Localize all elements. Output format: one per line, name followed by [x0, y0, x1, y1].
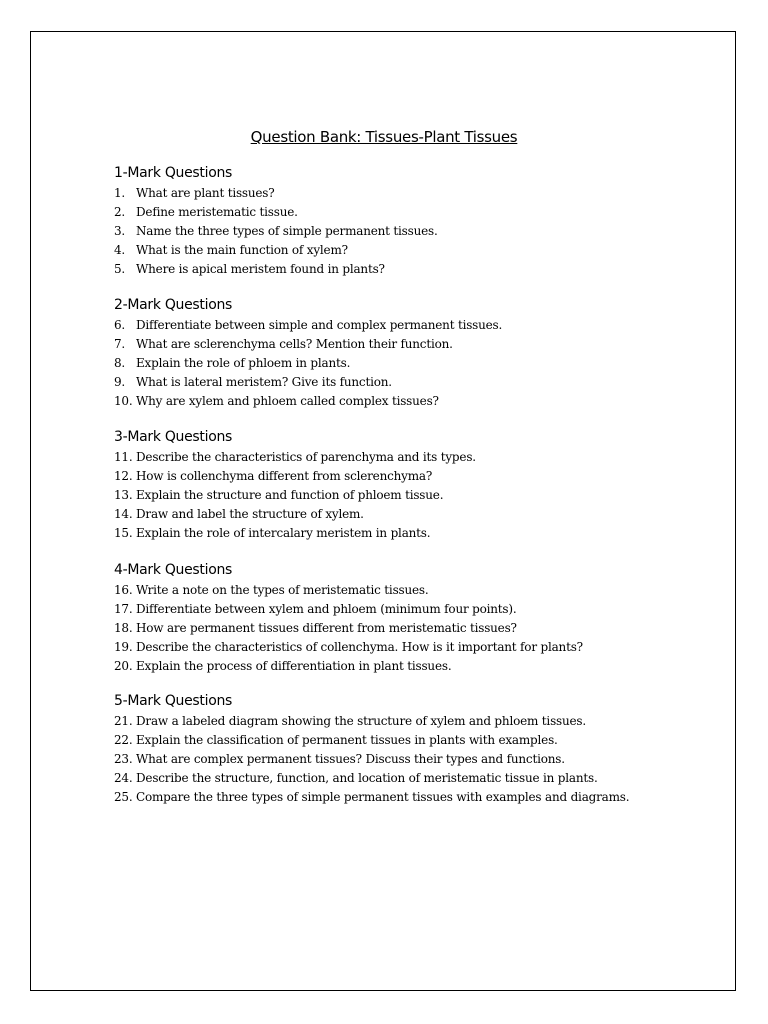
question-number: 12.: [114, 469, 133, 483]
question-text: Where is apical meristem found in plants?: [136, 262, 385, 276]
section-heading: 1-Mark Questions: [114, 165, 233, 181]
question-number: 3.: [114, 224, 126, 238]
question-item: [114, 392, 714, 411]
section-3-mark: [114, 426, 714, 543]
question-number: 18.: [114, 621, 133, 635]
question-item: [114, 712, 714, 731]
question-text: Explain the classification of permanent tissues in plants with examples.: [136, 733, 558, 747]
question-number: 19.: [114, 640, 133, 654]
question-item: [114, 467, 714, 486]
question-list: [114, 712, 714, 807]
question-number: 15.: [114, 526, 133, 540]
question-item: [114, 335, 714, 354]
question-list: [114, 316, 714, 411]
question-number: 16.: [114, 583, 133, 597]
question-item: [114, 316, 714, 335]
question-number: 24.: [114, 771, 133, 785]
question-item: [114, 581, 714, 600]
question-list: [114, 581, 714, 676]
question-number: 21.: [114, 714, 133, 728]
question-text: Compare the three types of simple permanent tissues with examples and diagrams.: [136, 790, 630, 804]
question-item: [114, 731, 714, 750]
question-number: 1.: [114, 186, 126, 200]
question-number: 4.: [114, 243, 126, 257]
question-text: Describe the characteristics of collenchyma. How is it important for plants?: [136, 640, 583, 654]
question-text: What are complex permanent tissues? Discuss their types and functions.: [136, 752, 565, 766]
question-text: Why are xylem and phloem called complex tissues?: [136, 394, 439, 408]
question-item: [114, 260, 714, 279]
question-text: How is collenchyma different from sclerenchyma?: [136, 469, 433, 483]
question-number: 17.: [114, 602, 133, 616]
section-5-mark: [114, 690, 714, 807]
question-number: 22.: [114, 733, 133, 747]
question-number: 14.: [114, 507, 133, 521]
question-number: 2.: [114, 205, 126, 219]
question-text: Draw a labeled diagram showing the structure of xylem and phloem tissues.: [136, 714, 586, 728]
question-item: [114, 619, 714, 638]
question-item: [114, 788, 714, 807]
question-item: [114, 448, 714, 467]
question-text: Differentiate between simple and complex permanent tissues.: [136, 318, 503, 332]
section-heading: 3-Mark Questions: [114, 429, 233, 445]
question-number: 20.: [114, 659, 133, 673]
question-number: 8.: [114, 356, 126, 370]
question-text: Name the three types of simple permanent tissues.: [136, 224, 438, 238]
question-item: [114, 184, 714, 203]
question-text: Differentiate between xylem and phloem (minimum four points).: [136, 602, 517, 616]
question-item: [114, 222, 714, 241]
question-item: [114, 600, 714, 619]
question-text: Explain the role of phloem in plants.: [136, 356, 351, 370]
question-text: Explain the process of differentiation in plant tissues.: [136, 659, 452, 673]
section-1-mark: [114, 162, 714, 279]
question-text: What is lateral meristem? Give its function.: [136, 375, 392, 389]
section-2-mark: [114, 294, 714, 411]
question-list: [114, 184, 714, 279]
document-title: Question Bank: Tissues-Plant Tissues: [250, 128, 518, 146]
question-text: Explain the structure and function of phloem tissue.: [136, 488, 444, 502]
question-item: [114, 373, 714, 392]
question-number: 9.: [114, 375, 126, 389]
question-text: Draw and label the structure of xylem.: [136, 507, 364, 521]
question-text: Describe the characteristics of parenchyma and its types.: [136, 450, 476, 464]
question-number: 11.: [114, 450, 133, 464]
section-4-mark: [114, 559, 714, 676]
section-heading: 4-Mark Questions: [114, 562, 233, 578]
question-item: [114, 505, 714, 524]
question-item: [114, 638, 714, 657]
question-item: [114, 354, 714, 373]
question-item: [114, 203, 714, 222]
question-text: What are plant tissues?: [136, 186, 275, 200]
document-page: [30, 31, 736, 991]
question-number: 23.: [114, 752, 133, 766]
question-text: Explain the role of intercalary meristem in plants.: [136, 526, 431, 540]
question-number: 5.: [114, 262, 126, 276]
question-number: 10.: [114, 394, 133, 408]
question-item: [114, 657, 714, 676]
question-text: What are sclerenchyma cells? Mention their function.: [136, 337, 453, 351]
question-item: [114, 769, 714, 788]
question-item: [114, 750, 714, 769]
question-text: Describe the structure, function, and location of meristematic tissue in plants.: [136, 771, 598, 785]
question-number: 25.: [114, 790, 133, 804]
question-text: How are permanent tissues different from meristematic tissues?: [136, 621, 517, 635]
question-number: 6.: [114, 318, 126, 332]
question-item: [114, 486, 714, 505]
section-heading: 2-Mark Questions: [114, 297, 233, 313]
question-item: [114, 524, 714, 543]
question-text: Write a note on the types of meristematic tissues.: [136, 583, 429, 597]
question-number: 13.: [114, 488, 133, 502]
question-list: [114, 448, 714, 543]
question-text: What is the main function of xylem?: [136, 243, 348, 257]
question-number: 7.: [114, 337, 126, 351]
question-item: [114, 241, 714, 260]
question-text: Define meristematic tissue.: [136, 205, 298, 219]
section-heading: 5-Mark Questions: [114, 693, 233, 709]
